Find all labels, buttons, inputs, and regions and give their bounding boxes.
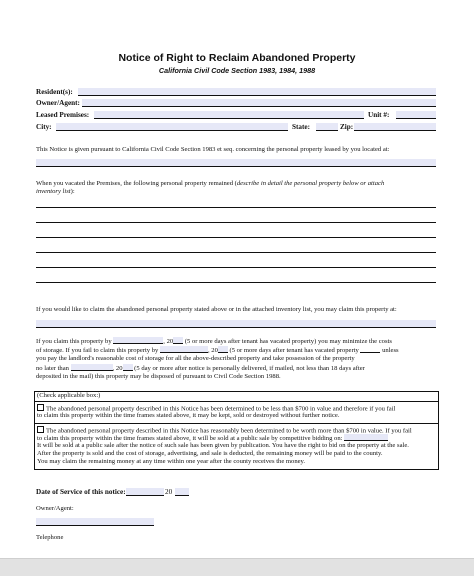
document-subtitle: California Civil Code Section 1983, 1984, 1988: [158, 66, 316, 75]
option-2-line-3: It will be sold at a public sale after the notice of such sale has been given by publication. You have the right to bid on the property at the sale.: [37, 442, 409, 449]
leased-premises-field[interactable]: [94, 111, 364, 119]
claim-paragraph-line-3: you pay the landlord's reasonable cost of storage for all the above-described property and take possession of the property: [36, 355, 355, 362]
claim-paragraph-line-2: of storage. If you fail to claim this property by , 20 (5 or more days after tenant has vacated property unless: [36, 347, 399, 354]
leased-premises-label: Leased Premises:: [36, 111, 90, 119]
footer-owner-agent-field[interactable]: [36, 518, 154, 526]
claim-by-date-field[interactable]: [113, 337, 163, 344]
zip-field[interactable]: [354, 123, 436, 131]
owner-agent-field[interactable]: [82, 99, 436, 107]
footer-owner-agent-label: Owner/Agent:: [36, 505, 74, 512]
unit-field[interactable]: [396, 111, 436, 119]
claim-paragraph-line-4: no later than , 20 (5 day or more after notice is personally delivered, if mailed, not less than 18 days after: [36, 365, 365, 372]
residents-label: Resident(s):: [36, 88, 73, 96]
city-field[interactable]: [56, 123, 288, 131]
public-sale-date-field[interactable]: [344, 434, 388, 441]
document-title: Notice of Right to Reclaim Abandoned Property: [118, 52, 356, 64]
owner-agent-label: Owner/Agent:: [36, 99, 80, 107]
option-2-line-4: After the property is sold and the cost of storage, advertising, and sale is deducted, the remaining money will be paid to the county.: [37, 450, 383, 457]
zip-label: Zip:: [340, 123, 354, 131]
check-applicable-header: (Check applicable box:): [37, 392, 101, 399]
pdf-viewer-bottom-bar: [0, 558, 474, 576]
date-of-service-field[interactable]: [126, 488, 164, 496]
vacated-text-line-1: When you vacated the Premises, the following personal property remained (describe in detail the personal property below or attach: [36, 180, 385, 187]
claim-by-year-field[interactable]: [173, 337, 183, 344]
vacated-text-line-2: inventory list):: [36, 188, 75, 195]
property-list-line[interactable]: [36, 222, 436, 223]
option-2-line-2: to claim this property within the time frames stated above, it will be sold at a public sale by competitive bidding on:: [37, 434, 388, 443]
property-list-line[interactable]: [36, 252, 436, 253]
property-list-line[interactable]: [36, 267, 436, 268]
date-of-service-year-field[interactable]: [175, 488, 189, 496]
unit-label: Unit #:: [368, 111, 390, 119]
city-label: City:: [36, 123, 52, 131]
state-label: State:: [292, 123, 310, 131]
option-2-line-5: You may claim the remaining money at any time within one year after the county receives the money.: [37, 458, 306, 465]
fail-claim-year-field[interactable]: [218, 346, 228, 353]
claim-intro-text: If you would like to claim the abandoned personal property stated above or in the attached inventory list, you may claim this property at:: [36, 306, 397, 313]
option-2-line-1: The abandoned personal property described in this Notice has reasonably been determined to be worth more than $700 in value. If you fail: [37, 426, 412, 436]
date-of-service-20-label: 20: [165, 488, 173, 496]
notice-intro-text: This Notice is given pursuant to California Civil Code Section 1983 et seq. concerning the personal property leased by you located at:: [36, 146, 390, 153]
fail-claim-date-field[interactable]: [160, 346, 208, 353]
telephone-label: Telephone: [36, 534, 64, 541]
option-2-checkbox[interactable]: [37, 426, 44, 433]
claim-paragraph-line-5: deposited in the mail) this property may be disposed of pursuant to Civil Code Section 1988.: [36, 373, 281, 380]
residents-field[interactable]: [78, 88, 436, 96]
option-1-checkbox[interactable]: [37, 404, 44, 411]
property-list-line[interactable]: [36, 282, 436, 283]
state-field[interactable]: [316, 123, 338, 131]
claim-location-field[interactable]: [36, 320, 436, 328]
property-location-field[interactable]: [36, 159, 436, 167]
date-of-service-label: Date of Service of this notice:: [36, 488, 126, 496]
no-later-than-year-field[interactable]: [123, 364, 133, 371]
claim-paragraph-line-1: If you claim this property by , 20 (5 or more days after tenant has vacated property) you may minimize the costs: [36, 338, 392, 345]
option-1-line-2: to claim this property within the time frames stated above, it may be kept, sold or destroyed without further notice.: [37, 412, 340, 419]
property-list-line[interactable]: [36, 207, 436, 208]
property-list-line[interactable]: [36, 237, 436, 238]
option-1-line-1: The abandoned personal property described in this Notice has been determined to be less than $700 in value and therefore if you fail: [37, 404, 395, 414]
no-later-than-date-field[interactable]: [71, 364, 113, 371]
